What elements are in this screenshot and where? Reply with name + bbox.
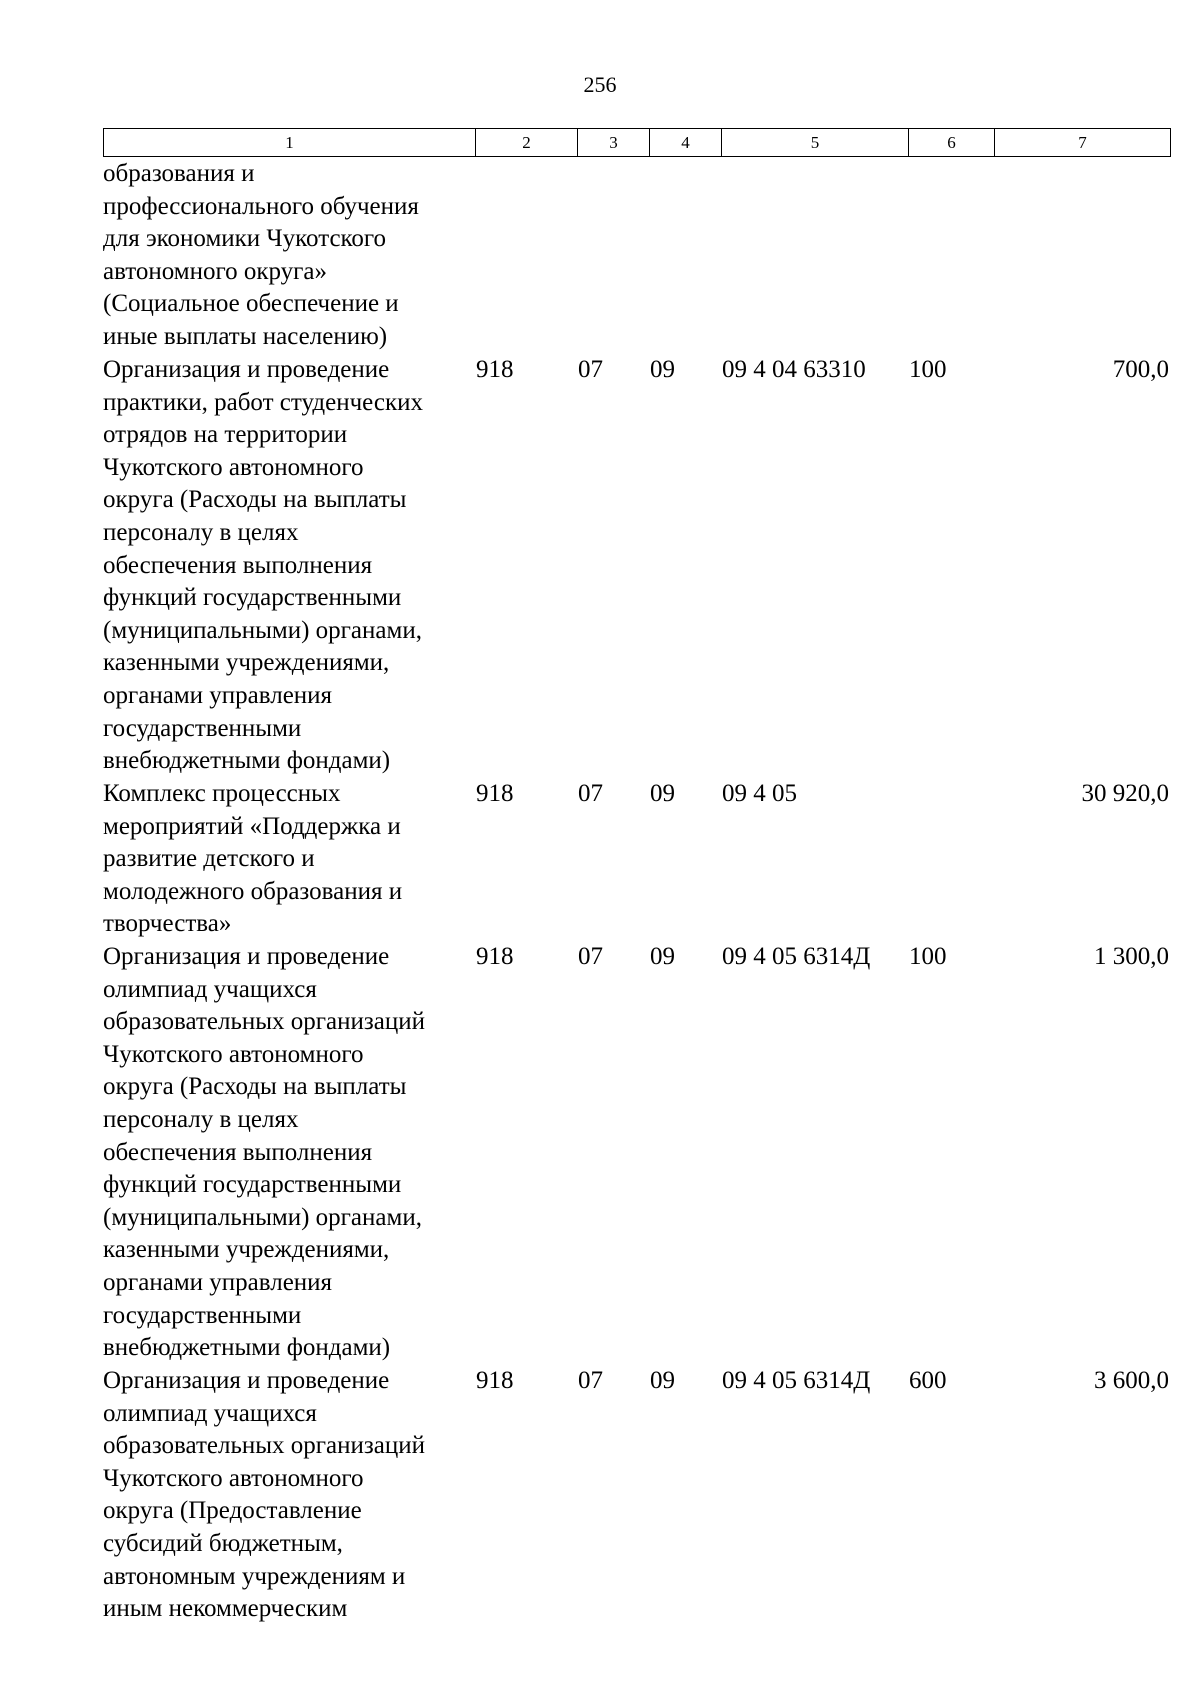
column-header-2: 2 xyxy=(476,129,578,157)
description-line: обеспечения выполнения xyxy=(103,1138,373,1166)
cell-expense-type: 100 xyxy=(909,943,947,970)
description-line: органами управления xyxy=(103,1268,333,1296)
description-line: персоналу в целях xyxy=(103,518,299,546)
cell-ministry-code: 918 xyxy=(476,1367,514,1394)
column-header-table xyxy=(103,128,1171,157)
row-description xyxy=(103,354,475,778)
description-line: (Социальное обеспечение и xyxy=(103,290,399,318)
cell-amount: 1 300,0 xyxy=(1094,943,1169,970)
cell-subsection: 09 xyxy=(650,780,675,807)
cell-target-article: 09 4 05 6314Д xyxy=(722,943,871,970)
description-line: образования и xyxy=(103,160,255,187)
description-line: (муниципальными) органами, xyxy=(103,616,422,644)
description-line: органами управления xyxy=(103,681,333,709)
cell-amount: 30 920,0 xyxy=(1081,780,1169,807)
row-description xyxy=(103,941,475,1365)
column-header-3: 3 xyxy=(578,129,650,157)
description-line: образовательных организаций xyxy=(103,1432,426,1460)
cell-expense-type: 600 xyxy=(909,1367,947,1394)
column-header-1: 1 xyxy=(104,129,476,157)
description-line: олимпиад учащихся xyxy=(103,975,317,1003)
cell-target-article: 09 4 05 6314Д xyxy=(722,1367,871,1394)
cell-section: 07 xyxy=(578,356,603,383)
description-line: иным некоммерческим xyxy=(103,1595,348,1623)
cell-amount: 700,0 xyxy=(1112,356,1169,383)
cell-subsection: 09 xyxy=(650,356,675,383)
description-line: Организация и проведение xyxy=(103,1367,390,1394)
page-number: 256 xyxy=(583,72,617,97)
description-line: творчества» xyxy=(103,910,232,938)
description-line: иные выплаты населению) xyxy=(103,322,388,350)
description-line: профессионального обучения xyxy=(103,192,419,220)
description-line: развитие детского и xyxy=(103,845,315,873)
description-line: государственными xyxy=(103,714,302,742)
cell-section: 07 xyxy=(578,780,603,807)
row-description xyxy=(103,1365,475,1626)
cell-section: 07 xyxy=(578,1367,603,1394)
cell-ministry-code: 918 xyxy=(476,356,514,383)
description-line: Чукотского автономного xyxy=(103,1464,364,1492)
description-line: казенными учреждениями, xyxy=(103,1236,390,1264)
description-line: округа (Предоставление xyxy=(103,1497,362,1525)
description-line: отрядов на территории xyxy=(103,421,348,449)
row-description xyxy=(103,778,475,941)
cell-target-article: 09 4 04 63310 xyxy=(722,356,866,383)
cell-subsection: 09 xyxy=(650,943,675,970)
cell-target-article: 09 4 05 xyxy=(722,780,797,807)
description-line: молодежного образования и xyxy=(103,877,403,905)
description-line: мероприятий «Поддержка и xyxy=(103,812,401,840)
description-line: округа (Расходы на выплаты xyxy=(103,1073,407,1101)
description-line: внебюджетными фондами) xyxy=(103,747,391,775)
description-line: казенными учреждениями, xyxy=(103,649,390,677)
description-line: персоналу в целях xyxy=(103,1105,299,1133)
cell-amount: 3 600,0 xyxy=(1094,1367,1169,1394)
column-header-5: 5 xyxy=(722,129,909,157)
column-header-row xyxy=(104,129,1171,157)
cell-ministry-code: 918 xyxy=(476,780,514,807)
description-line: внебюджетными фондами) xyxy=(103,1334,391,1362)
column-header-4: 4 xyxy=(650,129,722,157)
description-line: олимпиад учащихся xyxy=(103,1399,317,1427)
cell-subsection: 09 xyxy=(650,1367,675,1394)
description-line: субсидий бюджетным, xyxy=(103,1529,343,1557)
description-line: Организация и проведение xyxy=(103,943,390,970)
description-line: образовательных организаций xyxy=(103,1008,426,1036)
description-line: автономным учреждениям и xyxy=(103,1562,406,1590)
description-line: для экономики Чукотского xyxy=(103,225,387,253)
description-line: практики, работ студенческих xyxy=(103,388,424,416)
description-line: функций государственными xyxy=(103,584,402,612)
description-line: государственными xyxy=(103,1301,302,1329)
description-line: Чукотского автономного xyxy=(103,1040,364,1068)
description-line: функций государственными xyxy=(103,1171,402,1199)
column-header-6: 6 xyxy=(909,129,995,157)
description-line: Организация и проведение xyxy=(103,356,390,383)
cell-section: 07 xyxy=(578,943,603,970)
row-description xyxy=(103,158,475,354)
cell-expense-type: 100 xyxy=(909,356,947,383)
description-line: Чукотского автономного xyxy=(103,453,364,481)
description-line: (муниципальными) органами, xyxy=(103,1203,422,1231)
description-line: обеспечения выполнения xyxy=(103,551,373,579)
cell-ministry-code: 918 xyxy=(476,943,514,970)
description-line: Комплекс процессных xyxy=(103,780,341,807)
description-line: округа (Расходы на выплаты xyxy=(103,486,407,514)
column-header-7: 7 xyxy=(995,129,1171,157)
description-line: автономного округа» xyxy=(103,257,328,285)
